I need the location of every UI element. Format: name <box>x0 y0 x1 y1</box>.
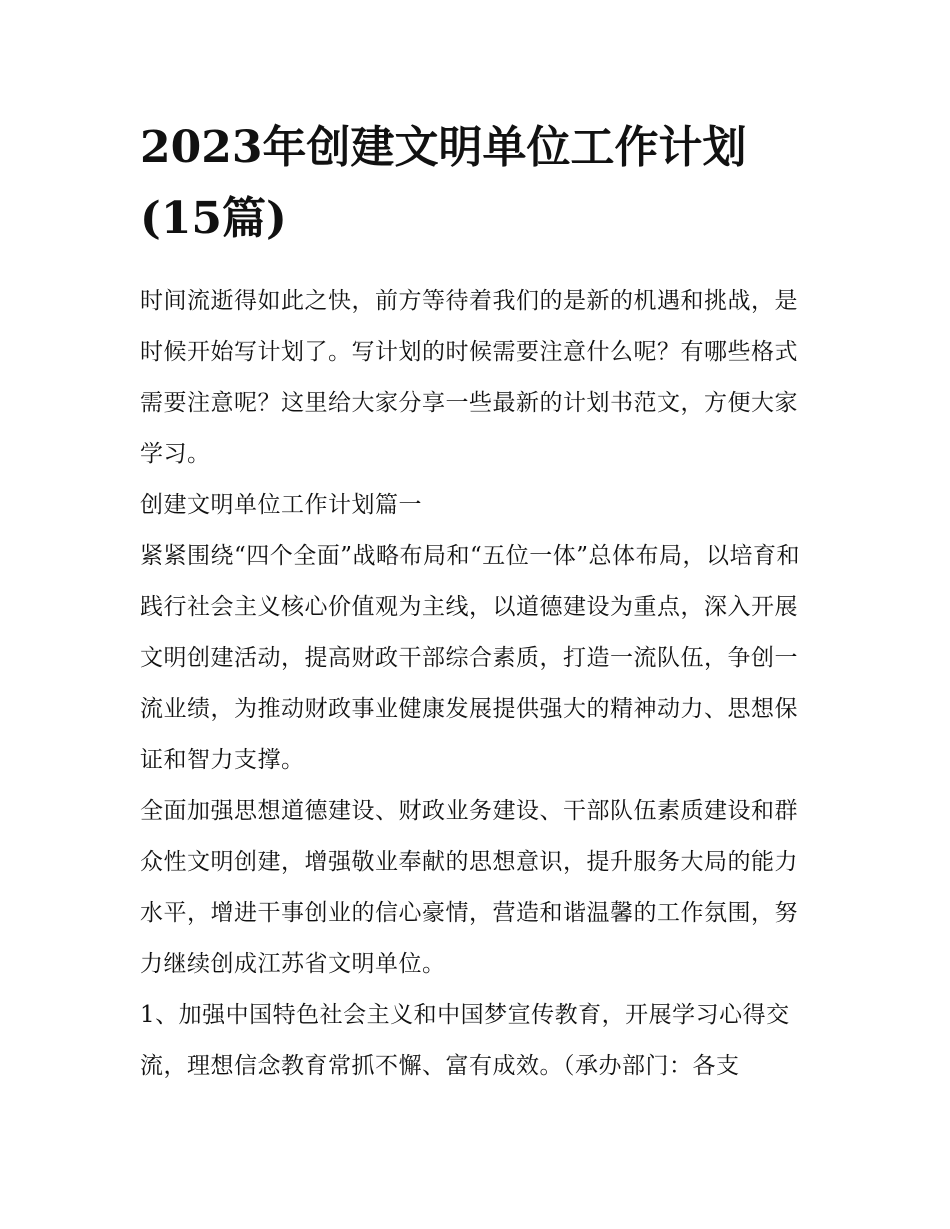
section-heading: 创建文明单位工作计划篇一 <box>140 492 422 518</box>
document-title: 2023年创建文明单位工作计划(15篇) <box>140 122 747 244</box>
paragraph-item-1: 1、加强中国特色社会主义和中国梦宣传教育，开展学习心得交流，理想信念教育常抓不懈、富有成效。（承办部门：各支 <box>140 1002 790 1079</box>
document-page <box>140 112 820 1092</box>
paragraph-guideline: 紧紧围绕“四个全面”战略布局和“五位一体”总体布局，以培育和践行社会主义核心价值观为主线，以道德建设为重点，深入开展文明创建活动，提高财政干部综合素质，打造一流队伍，争创一流业绩，为推动财政事业健康发展提供强大的精神动力、思想保证和智力支撑。 <box>140 543 801 773</box>
paragraph-intro: 时间流逝得如此之快，前方等待着我们的是新的机遇和挑战，是时候开始写计划了。写计划的时候需要注意什么呢？有哪些格式需要注意呢？这里给大家分享一些最新的计划书范文，方便大家学习。 <box>140 288 798 467</box>
paragraph-goal: 全面加强思想道德建设、财政业务建设、干部队伍素质建设和群众性文明创建，增强敬业奉献的思想意识，提升服务大局的能力水平，增进干事创业的信心豪情，营造和谐温馨的工作氛围，努力继续创成江苏省文明单位。 <box>140 798 798 977</box>
